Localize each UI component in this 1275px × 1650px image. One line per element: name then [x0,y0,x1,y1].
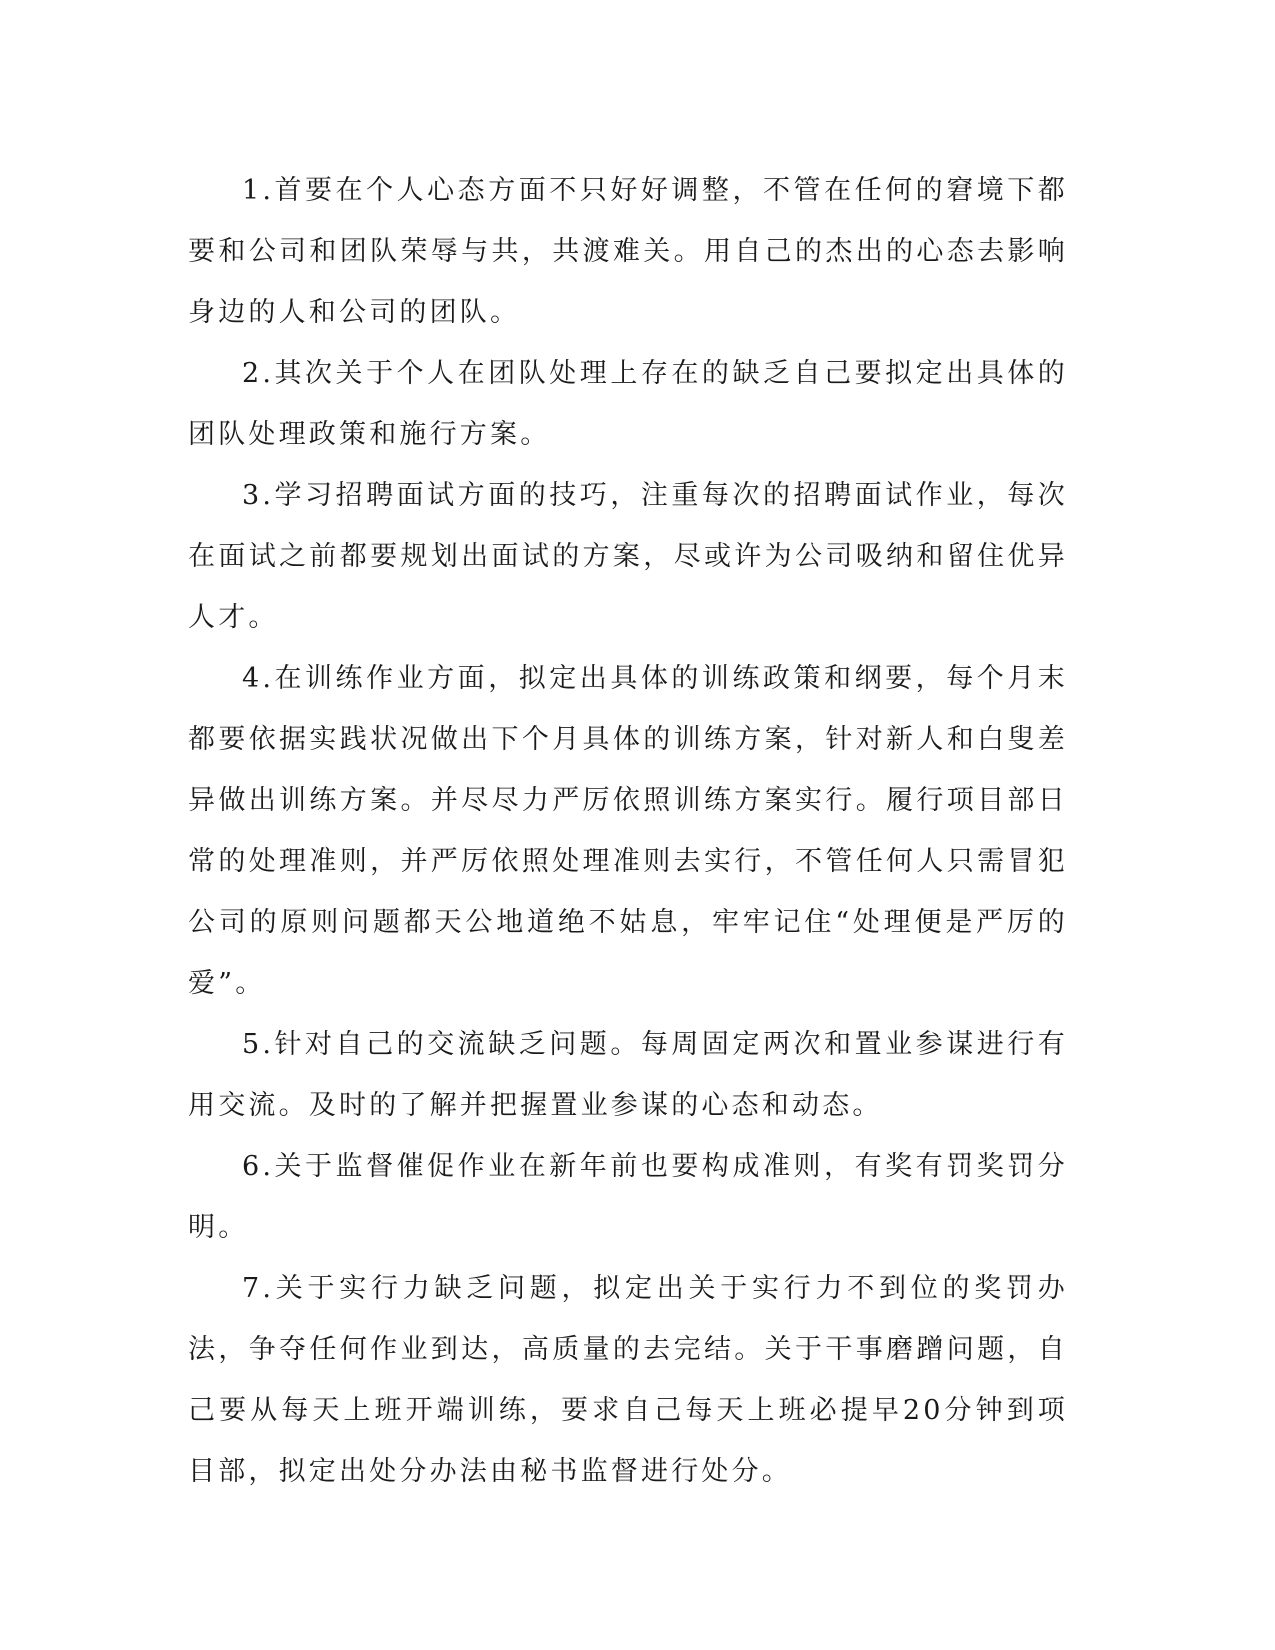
paragraph-4: 4.在训练作业方面，拟定出具体的训练政策和纲要，每个月末都要依据实践状况做出下个月具体的训练方案，针对新人和白叟差异做出训练方案。并尽尽力严厉依照训练方案实行。履行项目部日常的处理准则，并严厉依照处理准则去实行，不管任何人只需冒犯公司的原则问题都天公地道绝不姑息，牢牢记住“处理便是严厉的爱”。 [188,663,1068,999]
paragraph-6: 6.关于监督催促作业在新年前也要构成准则，有奖有罚奖罚分明。 [188,1151,1068,1243]
paragraph-5: 5.针对自己的交流缺乏问题。每周固定两次和置业参谋进行有用交流。及时的了解并把握置业参谋的心态和动态。 [188,1029,1068,1121]
paragraph-3: 3.学习招聘面试方面的技巧，注重每次的招聘面试作业，每次在面试之前都要规划出面试的方案，尽或许为公司吸纳和留住优异人才。 [188,480,1068,633]
paragraph-2: 2.其次关于个人在团队处理上存在的缺乏自己要拟定出具体的团队处理政策和施行方案。 [188,358,1068,450]
paragraph-1: 1.首要在个人心态方面不只好好调整，不管在任何的窘境下都要和公司和团队荣辱与共，共渡难关。用自己的杰出的心态去影响身边的人和公司的团队。 [188,175,1068,328]
document-body [188,160,1068,1502]
paragraph-7: 7.关于实行力缺乏问题，拟定出关于实行力不到位的奖罚办法，争夺任何作业到达，高质量的去完结。关于干事磨蹭问题，自己要从每天上班开端训练，要求自己每天上班必提早20分钟到项目部，拟定出处分办法由秘书监督进行处分。 [188,1273,1068,1487]
